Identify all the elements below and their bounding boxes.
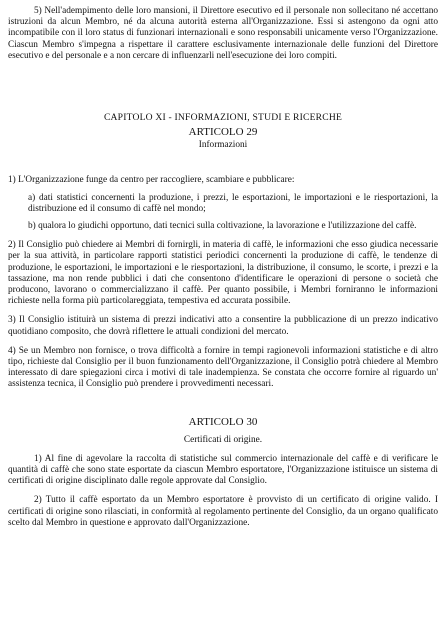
article-29-title: ARTICOLO 29 bbox=[188, 126, 258, 139]
paragraph-5: 5) Nell'adempimento delle loro mansioni, il Direttore esecutivo ed il personale non sollecitano né accettano istruzioni da alcun Membro, né da alcuna autorità esterna all'Organizzazione. Essi si astengono da ogni atto incompatibile con il loro status di funzionari internazionali e sono responsabili unicamente verso l'Organizzazione. Ciascun Membro s'impegna a rispettare il carattere esclusivamente internazionale delle funzioni del Direttore esecutivo e del personale e a non cercare di influenzarli nell'esecuzione dei loro compiti. bbox=[8, 6, 438, 61]
article-29-paragraph-3: 3) Il Consiglio istituirà un sistema di prezzi indicativi atto a consentire la pubblicazione di un prezzo indicativo quotidiano composito, che dovrà riflettere le attuali condizioni del mercato. bbox=[8, 315, 438, 337]
article-30-title: ARTICOLO 30 bbox=[188, 415, 258, 428]
article-30-paragraph-2: 2) Tutto il caffè esportato da un Membro esportatore è provvisto di un certificato di origine valido. I certificati di origine sono rilasciati, in conformità al regolamento pertinente del Consiglio, da un organo qualificato scelto dal Membro in questione e approvato dall'Organizzazione. bbox=[8, 495, 438, 528]
article-30-subtitle: Certificati di origine. bbox=[183, 434, 263, 445]
article-29-paragraph-1b: b) qualora lo giudichi opportuno, dati tecnici sulla coltivazione, la lavorazione e l'utilizzazione del caffè. bbox=[28, 221, 417, 232]
article-29-paragraph-2: 2) Il Consiglio può chiedere ai Membri di fornirgli, in materia di caffè, le informazioni che esso giudica necessarie per la sua attività, in particolare rapporti statistici periodici concernenti la produzione di caffè, le tendenze di produzione, le esportazioni, le importazioni e le riesportazioni, la distribuzione, il consumo, le scorte, i prezzi e la tassazione, ma non rende pubblici i dati che consentono d'identificare le operazioni di persone o società che producono, lavorano o commercializzano il caffè. Per quanto possibile, i Membri forniranno le informazioni richieste nella forma più particolareggiata, tempestiva ed accurata possibile. bbox=[8, 240, 438, 307]
article-29-subtitle: Informazioni bbox=[198, 140, 248, 151]
article-29-paragraph-4: 4) Se un Membro non fornisce, o trova difficoltà a fornire in tempi ragionevoli informazioni statistiche e di altro tipo, richieste dal Consiglio per il buon funzionamento dell'Organizzazione, il Consiglio potrà chiedere al Membro interessato di dare spiegazioni circa i motivi di tale inadempienza. Se constata che occorre fornire al riguardo un' assistenza tecnica, il Consiglio può prendere i provvedimenti necessari. bbox=[8, 345, 438, 390]
article-29-paragraph-1a: a) dati statistici concernenti la produzione, i prezzi, le esportazioni, le importazioni e le riesportazioni, la distribuzione ed il consumo di caffè nel mondo; bbox=[28, 192, 438, 214]
article-30-paragraph-1: 1) Al fine di agevolare la raccolta di statistiche sul commercio internazionale del caffè e di verificare le quantità di caffè che sono state esportate da ciascun Membro esportatore, l'Organizzazione istituisce un sistema di certificati di origine disciplinato dalle regole approvate dal Consiglio. bbox=[8, 453, 438, 487]
article-29-paragraph-1: 1) L'Organizzazione funge da centro per raccogliere, scambiare e pubblicare: bbox=[8, 175, 295, 186]
chapter-heading: CAPITOLO XI - INFORMAZIONI, STUDI E RICERCHE bbox=[103, 112, 343, 124]
